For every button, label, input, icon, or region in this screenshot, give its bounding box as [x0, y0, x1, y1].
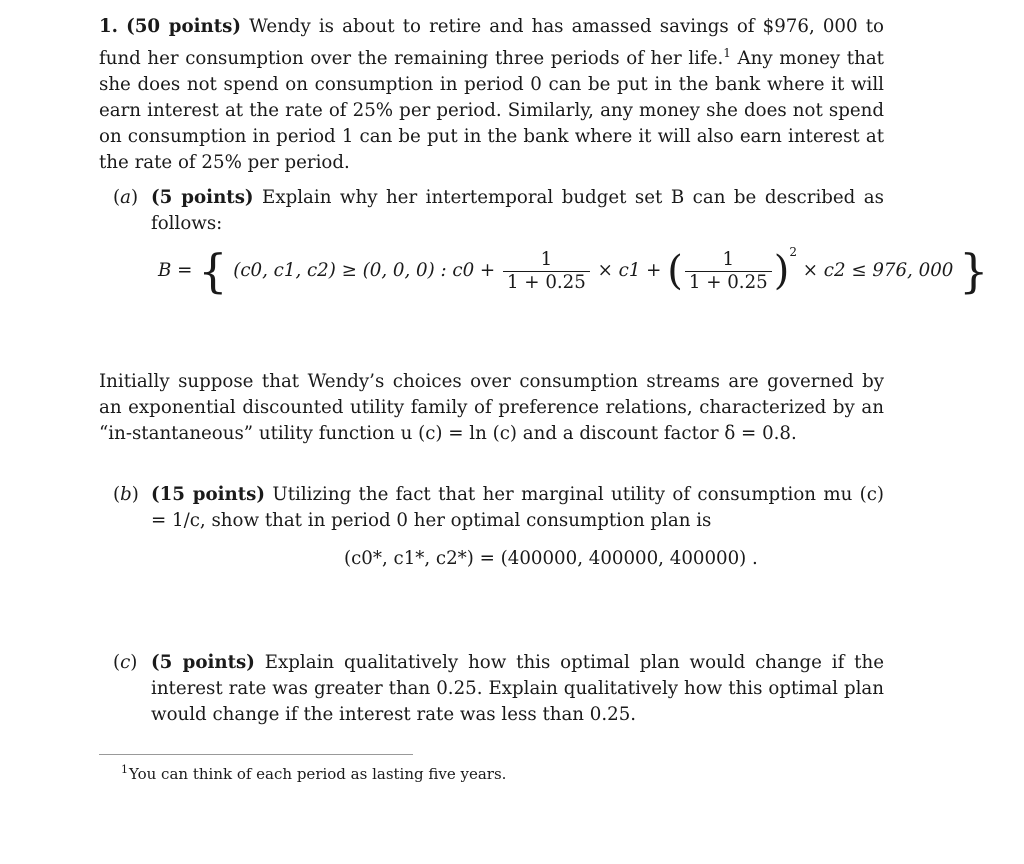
budget-set-equation: [158, 244, 989, 298]
problem-text-part1: Wendy is about to retire and has amassed savings of $976, 000 to fund her consumption over the remaining three periods of her life.: [99, 16, 884, 69]
problem-statement: [99, 14, 884, 176]
eq-times-c1: × c1 +: [597, 260, 662, 281]
footnote-text: You can think of each period as lasting five years.: [129, 765, 507, 783]
eq-exponent: 2: [789, 245, 797, 259]
left-brace: {: [198, 244, 228, 298]
footnote-rule: [99, 754, 413, 755]
eq-fraction-2-den: 1 + 0.25: [688, 271, 768, 293]
problem-number: 1.: [99, 16, 118, 37]
footnote-reference: 1: [723, 46, 731, 60]
part-a-label: (a): [113, 187, 139, 208]
optimal-plan-equation: (c0*, c1*, c2*) = (400000, 400000, 400000) .: [344, 548, 758, 569]
part-c-points: (5 points): [151, 652, 255, 673]
part-b-text: Utilizing the fact that her marginal utility of consumption mu (c) = 1/c, show that in period 0 her optimal consumption plan is: [151, 484, 884, 531]
eq-fraction-1-num: 1: [503, 249, 590, 272]
eq-tail: × c2 ≤ 976, 000: [802, 260, 954, 281]
part-c-text: Explain qualitatively how this optimal plan would change if the interest rate was greater than 0.25. Explain qualitatively how this optimal plan would change if the interest rate was less than 0.25.: [151, 652, 884, 725]
part-b: [99, 482, 884, 534]
problem-text-part2: Any money that she does not spend on consumption in period 0 can be put in the bank where it will earn interest at the rate of 25% per period. Similarly, any money she does not spend on consumption in period 1 can be put in the bank where it will also earn interest at the rate of 25% per period.: [99, 48, 884, 173]
left-paren: (: [667, 248, 683, 294]
part-b-label: (b): [113, 484, 139, 505]
problem-points: (50 points): [126, 16, 241, 37]
right-paren: ): [773, 248, 790, 294]
part-a: [99, 185, 884, 237]
eq-fraction-2-num: 1: [685, 249, 772, 272]
eq-fraction-2: [685, 249, 772, 294]
part-a-points: (5 points): [151, 187, 254, 208]
eq-tuple: (c0, c1, c2) ≥ (0, 0, 0) : c0 +: [233, 260, 496, 281]
right-brace: }: [959, 244, 989, 298]
eq-fraction-1: [503, 249, 590, 294]
part-a-text: Explain why her intertemporal budget set B can be described as follows:: [151, 187, 884, 234]
part-c-label: (c): [113, 652, 138, 673]
part-b-points: (15 points): [151, 484, 266, 505]
footnote-mark: 1: [121, 763, 128, 776]
footnote: [121, 760, 506, 784]
eq-lhs: B =: [158, 260, 193, 281]
intro-paragraph: Initially suppose that Wendy’s choices over consumption streams are governed by an exponential discounted utility family of preference relations, characterized by an “in-stantaneous” utility function u (c) = ln (c) and a discount factor δ = 0.8.: [99, 371, 884, 444]
part-c: [99, 650, 884, 728]
eq-fraction-1-den: 1 + 0.25: [506, 271, 586, 293]
